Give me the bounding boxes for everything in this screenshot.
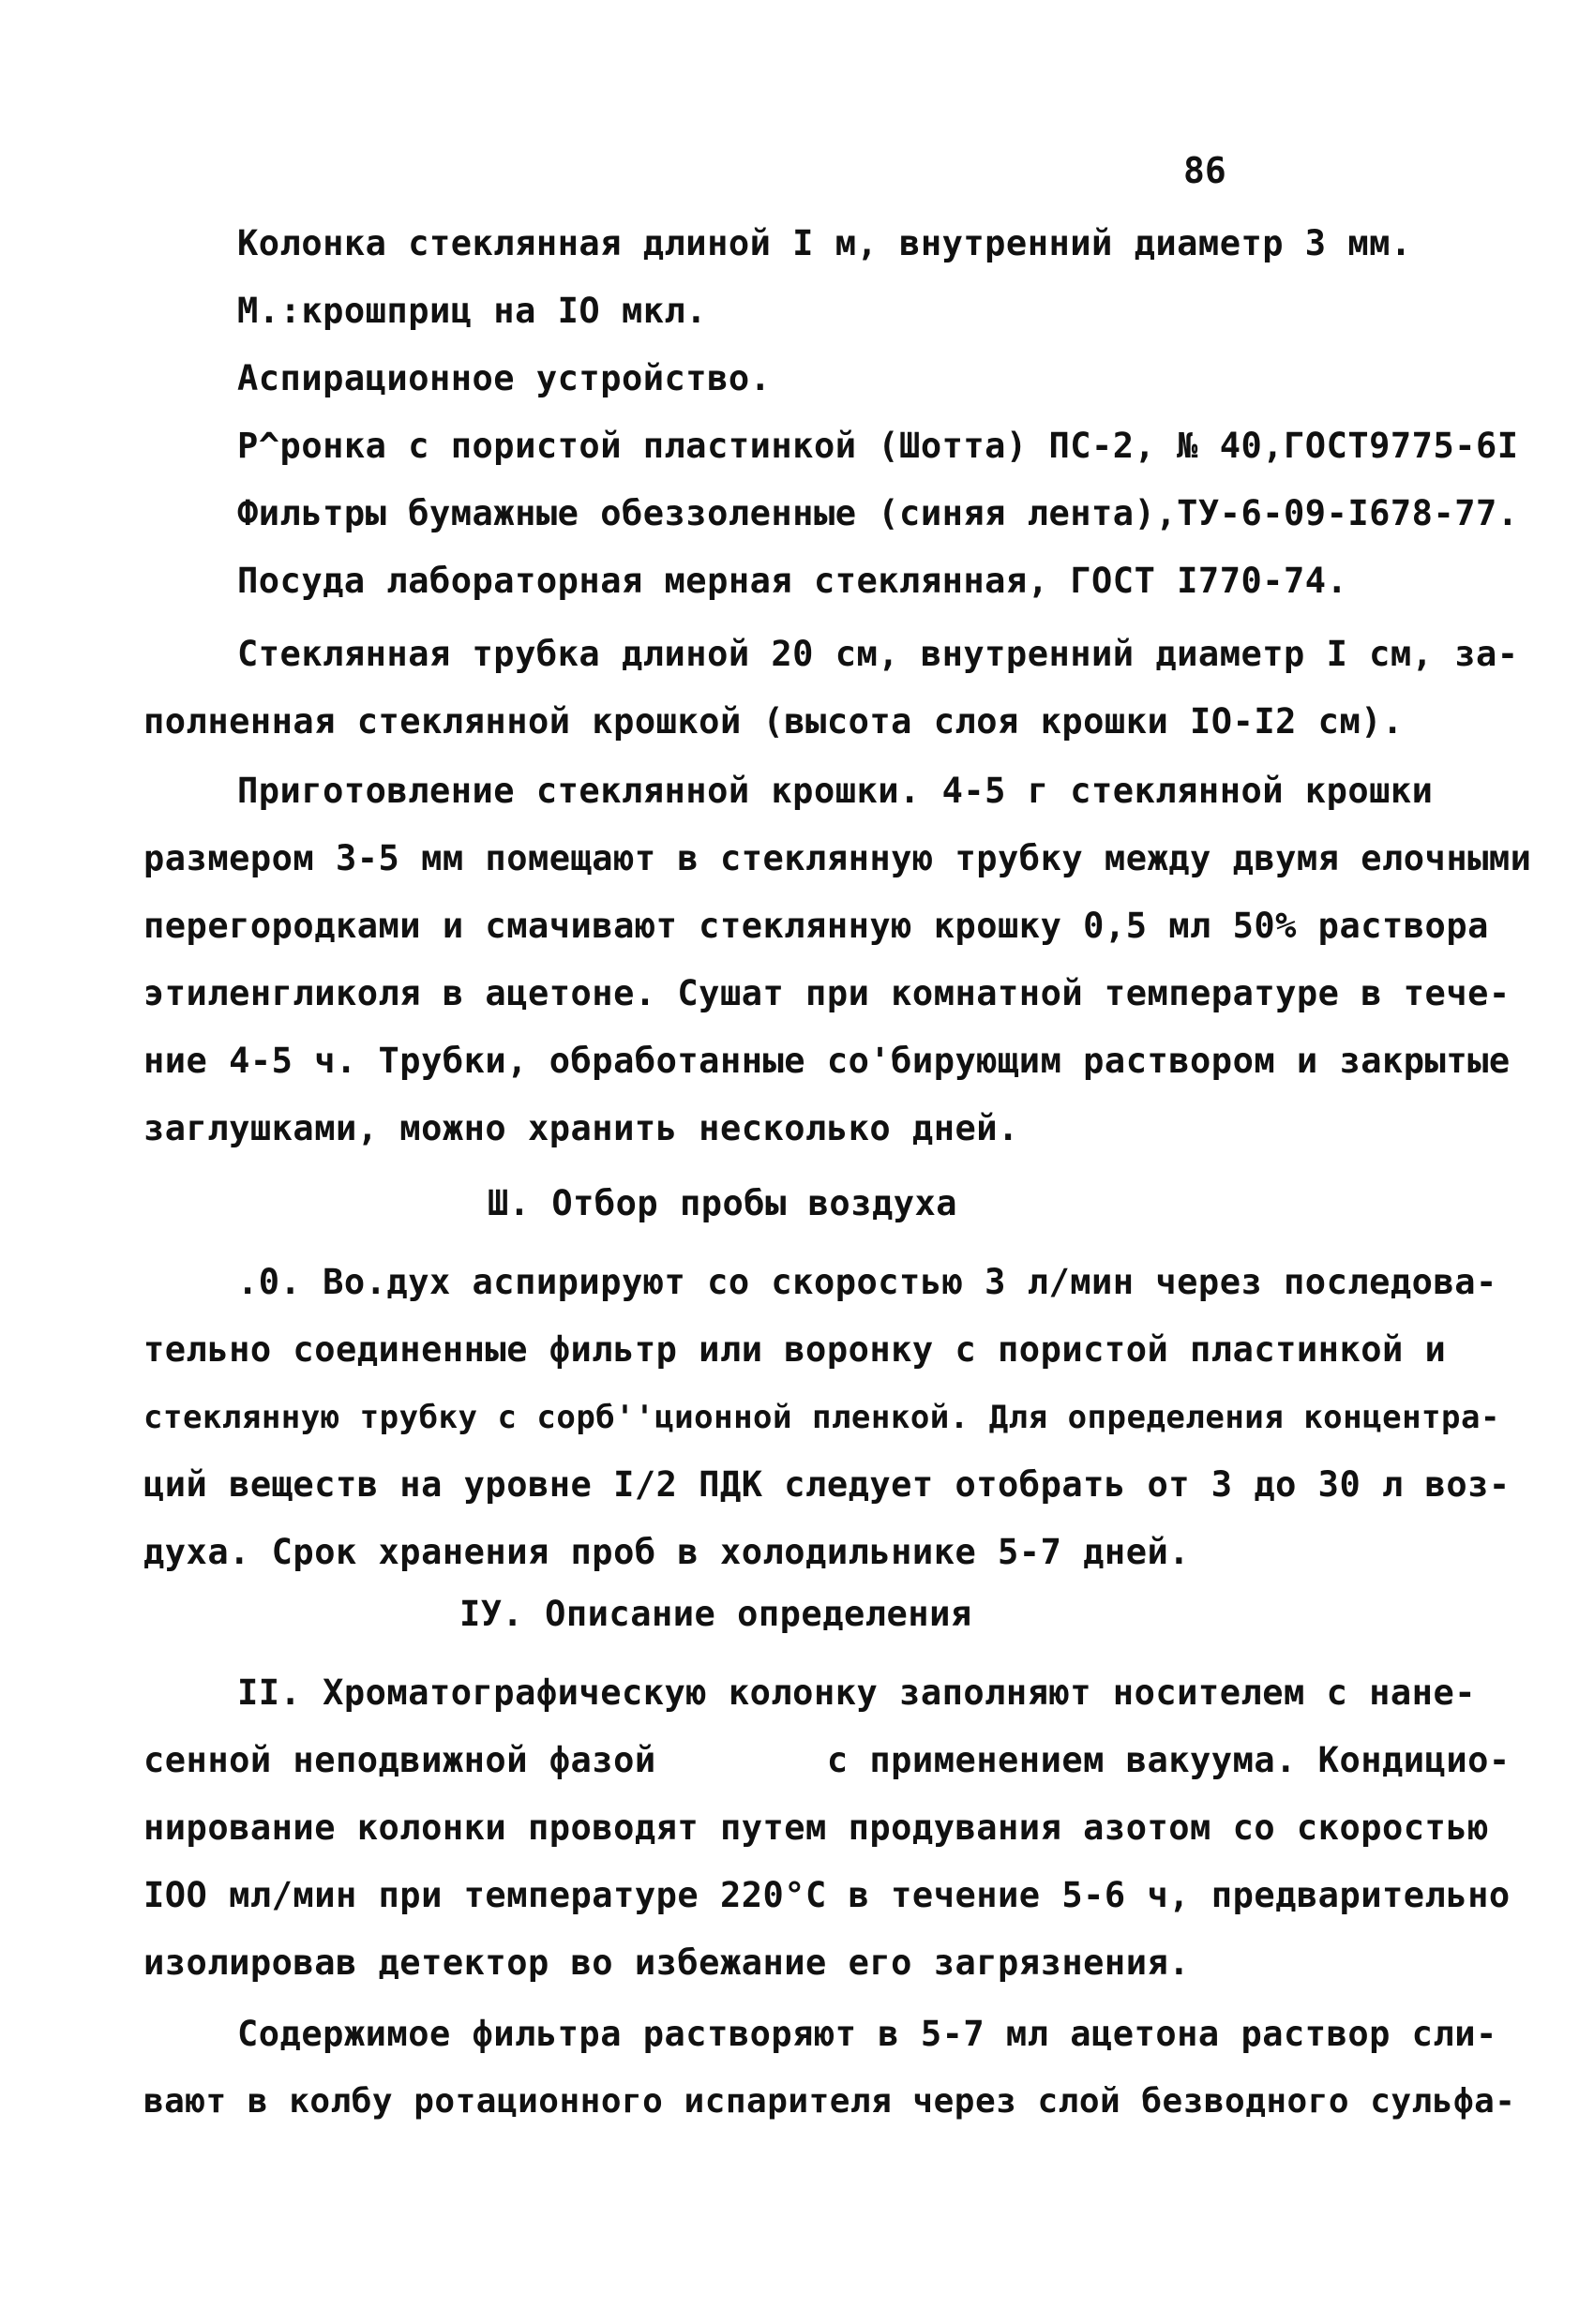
text-line: Колонка стеклянная длиной I м, внутренний диаметр 3 мм. [237, 223, 1412, 263]
text-line: изолировав детектор во избежание его загрязнения. [143, 1942, 1191, 1983]
text-line: размером 3-5 мм помещают в стеклянную трубку между двумя елочными [143, 838, 1532, 878]
text-line: заглушками, можно хранить несколько дней. [143, 1108, 1019, 1148]
text-line: Р^ронка с пористой пластинкой (Шотта) ПС-2, № 40,ГОСТ9775-6I [237, 426, 1519, 466]
text-line: перегородками и смачивают стеклянную крошку 0,5 мл 50% раствора [143, 906, 1489, 946]
text-line: Аспирационное устройство. [237, 358, 772, 398]
text-line: тельно соединенные фильтр или воронку с пористой пластинкой и [143, 1329, 1447, 1370]
text-line: сенной неподвижной фазой с применением вакуума. Кондицио- [143, 1740, 1511, 1780]
section-heading: IУ. Описание определения [459, 1594, 972, 1634]
text-line: IOO мл/мин при температуре 220°С в течение 5-6 ч, предварительно [143, 1875, 1511, 1915]
text-line: полненная стеклянной крошкой (высота слоя крошки IO-I2 см). [143, 701, 1404, 742]
text-line: Посуда лабораторная мерная стеклянная, ГОСТ I770-74. [237, 561, 1348, 601]
text-line: вают в колбу ротационного испарителя через слой безводного сульфа- [143, 2082, 1516, 2121]
text-line: Содержимое фильтра растворяют в 5-7 мл ацетона раствор сли- [237, 2014, 1497, 2054]
text-line: духа. Срок хранения проб в холодильнике 5-7 дней. [143, 1532, 1191, 1572]
text-line: Приготовление стеклянной крошки. 4-5 г стеклянной крошки [237, 771, 1434, 811]
text-line: М.:крошприц на IO мкл. [237, 291, 708, 331]
section-heading: Ш. Отбор пробы воздуха [488, 1183, 958, 1223]
page-number: 86 [1183, 150, 1226, 191]
text-line: II. Хроматографическую колонку заполняют носителем с нане- [237, 1672, 1477, 1713]
text-line: Стеклянная трубка длиной 20 см, внутренний диаметр I см, за- [237, 634, 1519, 674]
text-line: Фильтры бумажные обеззоленные (синяя лента),ТУ-6-09-I678-77. [237, 493, 1519, 533]
text-line: нирование колонки проводят путем продувания азотом со скоростью [143, 1807, 1489, 1848]
text-line: .0. Во.дух аспирируют со скоростью 3 л/мин через последова- [237, 1262, 1497, 1302]
text-line: ние 4-5 ч. Трубки, обработанные со'бирующим раствором и закрытые [143, 1041, 1511, 1081]
text-line: ций веществ на уровне I/2 ПДК следует отобрать от 3 до 30 л воз- [143, 1464, 1511, 1505]
text-line: этиленгликоля в ацетоне. Сушат при комнатной температуре в тече- [143, 973, 1511, 1013]
text-line: стеклянную трубку с сорб''ционной пленкой. Для определения концентра- [143, 1399, 1500, 1436]
